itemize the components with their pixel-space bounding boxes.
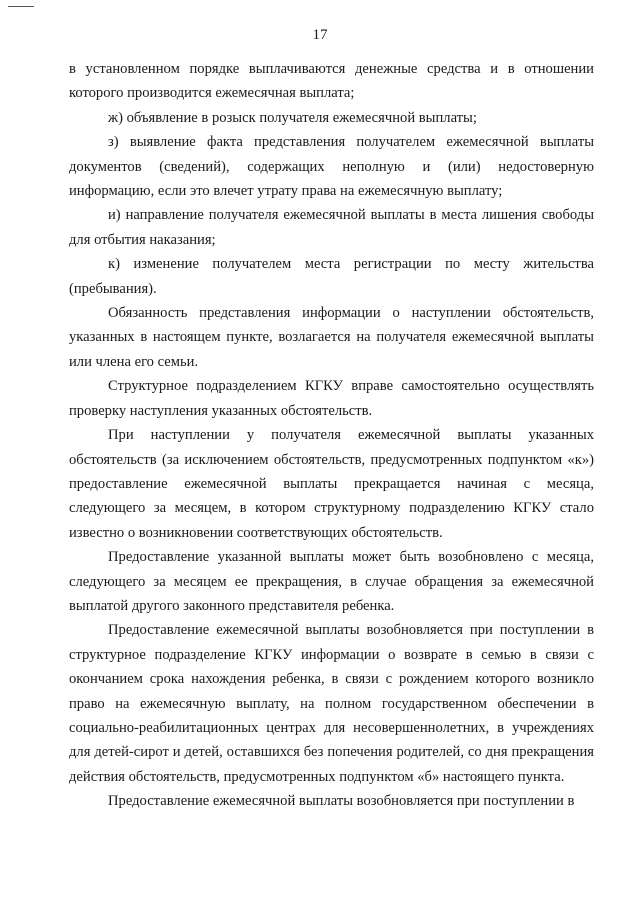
page-number: 17: [312, 27, 328, 43]
paragraph-verification: Структурное подразделением КГКУ вправе самостоятельно осуществлять проверку наступления указанных обстоятельств.: [69, 378, 594, 419]
paragraph-renewal-return: Предоставление ежемесячной выплаты возобновляется при поступлении в структурное подразделение КГКУ информации о возврате в семью в связи с окончанием срока нахождения ребенка, в связи с рождением которого возникло право на ежемесячную выплату, на полном государственном обеспечении в социально-реабилитационных центрах для несовершеннолетних, в учреждениях для детей-сирот и детей, оставшихся без попечения родителей, со дня прекращения действия обстоятельств, предусмотренных подпунктом «б» настоящего пункта.: [69, 622, 594, 785]
paragraph-obligation: Обязанность представления информации о наступлении обстоятельств, указанных в настоящем пункте, возлагается на получателя ежемесячной выплаты или члена его семьи.: [69, 305, 594, 370]
list-item-k: к) изменение получателем места регистрации по месту жительства (пребывания).: [69, 256, 594, 297]
list-item-z: з) выявление факта представления получателем ежемесячной выплаты документов (сведений), содержащих неполную и (или) недостоверную информацию, если это влечет утрату права на ежемесячную выплату;: [69, 134, 594, 200]
list-item-zh: ж) объявление в розыск получателя ежемесячной выплаты;: [108, 109, 477, 126]
paragraph-continuation: в установленном порядке выплачиваются денежные средства и в отношении которого производится ежемесячная выплата;: [69, 61, 594, 102]
scan-corner-mark: [8, 6, 34, 7]
list-item-i: и) направление получателя ежемесячной выплаты в места лишения свободы для отбытия наказания;: [69, 207, 594, 248]
paragraph-renewal-continued: Предоставление ежемесячной выплаты возобновляется при поступлении в: [108, 793, 575, 810]
paragraph-renewal-representative: Предоставление указанной выплаты может быть возобновлено с месяца, следующего за месяцем ее прекращения, в случае обращения за ежемесячной выплатой другого законного представителя ребенка.: [69, 549, 594, 614]
document-body: [69, 57, 594, 814]
paragraph-termination: При наступлении у получателя ежемесячной выплаты указанных обстоятельств (за исключением обстоятельств, предусмотренных подпунктом «к») предоставление ежемесячной выплаты прекращается начиная с месяца, следующего за месяцем, в котором структурному подразделению КГКУ стало известно о возникновении соответствующих обстоятельств.: [69, 427, 594, 541]
